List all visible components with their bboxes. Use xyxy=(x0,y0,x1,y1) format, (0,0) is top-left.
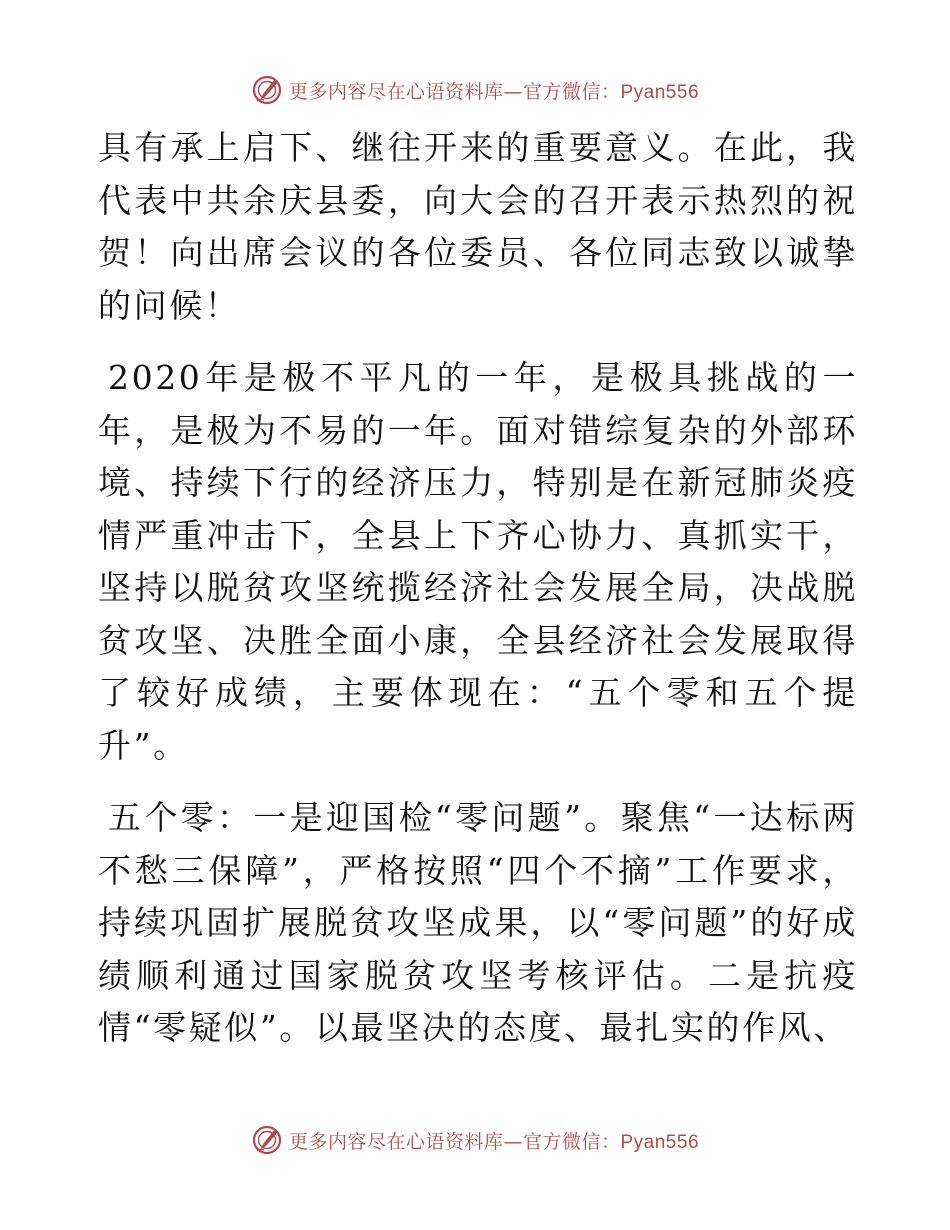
watermark-wechat-id: Pyan556 xyxy=(620,1131,700,1153)
paragraph-1: 具有承上启下、继往开来的重要意义。在此，我代表中共余庆县委，向大会的召开表示热烈的祝贺！向出席会议的各位委员、各位同志致以诚挚的问候！ xyxy=(98,128,858,325)
paragraph-2: 2020年是极不平凡的一年，是极具挑战的一年，是极为不易的一年。面对错综复杂的外部环境、持续下行的经济压力，特别是在新冠肺炎疫情严重冲击下，全县上下齐心协力、真抓实干，坚持以脱贫攻坚统揽经济社会发展全局，决战脱贫攻坚、决胜全面小康，全县经济社会发展取得了较好成绩，主要体现在：“五个零和五个提升”。 xyxy=(98,358,858,765)
header-watermark xyxy=(0,70,950,110)
watermark-text-cn: 更多内容尽在心语资料库—官方微信： xyxy=(288,1130,621,1153)
document-body xyxy=(98,122,858,1055)
footer-watermark xyxy=(0,1120,950,1160)
quill-pen-icon xyxy=(251,1124,283,1156)
quill-pen-icon xyxy=(251,74,283,106)
watermark-text xyxy=(289,1127,699,1154)
paragraph-3: 五个零：一是迎国检“零问题”。聚焦“一达标两不愁三保障”，严格按照“四个不摘”工作要求，持续巩固扩展脱贫攻坚成果，以“零问题”的好成绩顺利通过国家脱贫攻坚考核评估。二是抗疫情“零疑似”。以最坚决的态度、最扎实的作风、 xyxy=(98,798,858,1047)
watermark-text-cn: 更多内容尽在心语资料库—官方微信： xyxy=(288,80,621,103)
watermark-wechat-id: Pyan556 xyxy=(620,81,700,103)
watermark-text xyxy=(289,77,699,104)
